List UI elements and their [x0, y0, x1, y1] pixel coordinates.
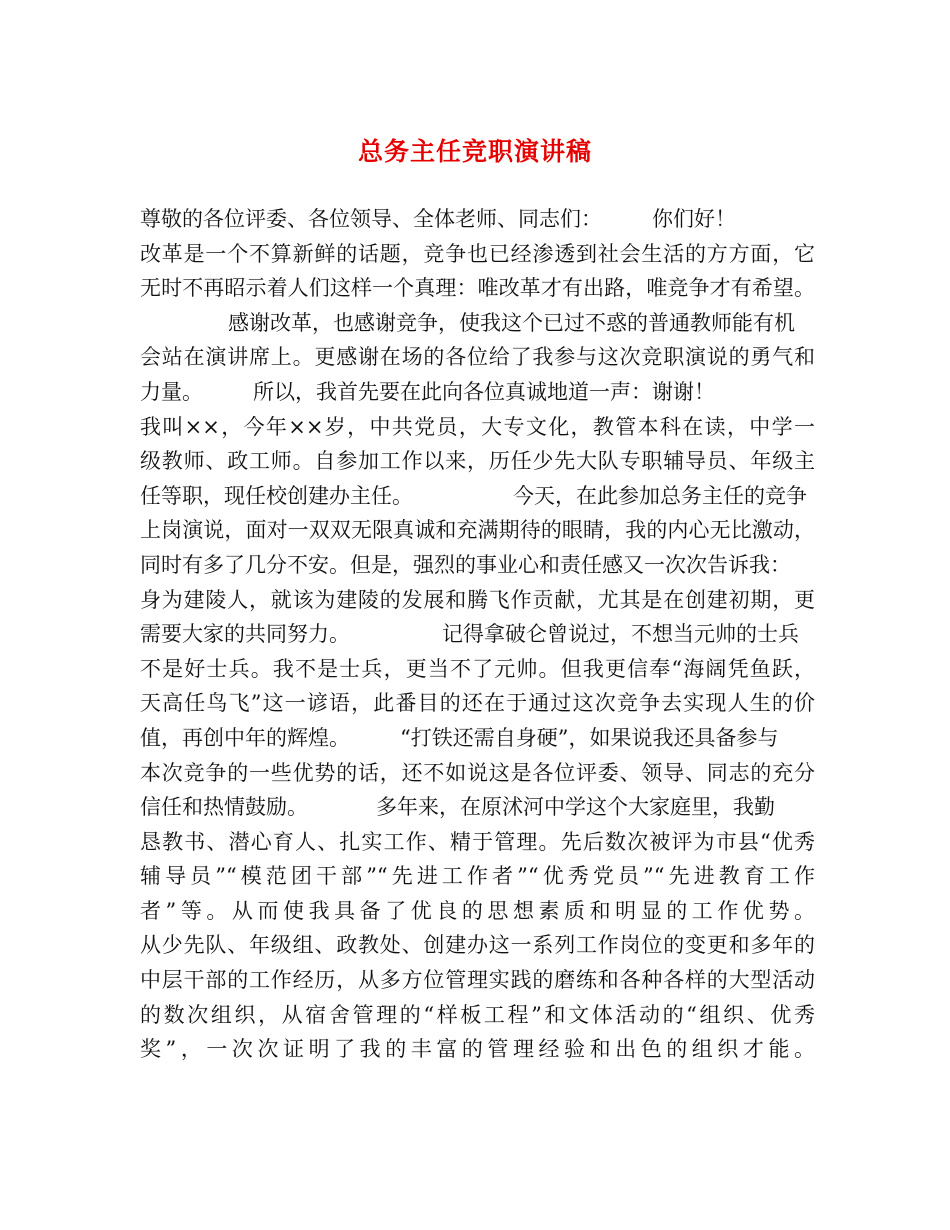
- text-line-7: 我叫××，今年××岁，中共党员，大专文化，教管本科在读，中学一: [140, 414, 815, 439]
- text-segment: 任等职，现任校创建办主任。: [140, 483, 413, 508]
- document-title: 总务主任竞职演讲稿: [357, 137, 592, 166]
- document-body: [140, 202, 815, 1067]
- text-segment: 感谢改革，也感谢竞争，使我这个已过不惑的普通教师能有机: [228, 310, 795, 335]
- text-line-16: [140, 721, 815, 756]
- text-segment: 值，再创中年的辉煌。: [140, 725, 350, 750]
- text-line-13: [140, 617, 815, 652]
- text-segment: 记得拿破仑曾说过，不想当元帅的士兵: [442, 622, 799, 647]
- text-line-22: 从少先队、年级组、政教处、创建办这一系列工作岗位的变更和多年的: [140, 933, 815, 958]
- text-segment: 所以，我首先要在此向各位真诚地道一声：谢谢！: [253, 379, 715, 404]
- text-line-19: 恳教书、潜心育人、扎实工作、精于管理。先后数次被评为市县“优秀: [140, 829, 815, 854]
- text-line-17: 本次竞争的一些优势的话，还不如说这是各位评委、领导、同志的充分: [140, 760, 815, 785]
- text-segment: 多年来，在原沭河中学这个大家庭里，我勤: [376, 795, 775, 820]
- text-segment: “打铁还需自身硬”，如果说我还具备参与: [400, 725, 779, 750]
- text-line-6: [140, 375, 815, 410]
- text-segment: 信任和热情鼓励。: [140, 795, 308, 820]
- text-segment: 尊敬的各位评委、各位领导、全体老师、同志们：: [140, 207, 602, 231]
- text-line-8: 级教师、政工师。自参加工作以来，历任少先大队专职辅导员、年级主: [140, 449, 815, 474]
- text-line-4: [140, 306, 815, 341]
- text-line-3: 无时不再昭示着人们这样一个真理：唯改革才有出路，唯竞争才有希望。: [140, 276, 815, 301]
- text-segment: 今天，在此参加总务主任的竞争: [513, 483, 807, 508]
- text-segment: 需要大家的共同努力。: [140, 622, 350, 647]
- text-line-25: 奖”，一次次证明了我的丰富的管理经验和出色的组织才能。: [140, 1037, 815, 1062]
- text-segment: 你们好！: [652, 207, 736, 231]
- text-line-12: 身为建陵人，就该为建陵的发展和腾飞作贡献，尤其是在创建初期，更: [140, 587, 815, 612]
- text-line-9: [140, 479, 815, 514]
- text-line-11: 同时有多了几分不安。但是，强烈的事业心和责任感又一次次告诉我：: [140, 552, 791, 577]
- text-line-14: 不是好士兵。我不是士兵，更当不了元帅。但我更信奉“海阔凭鱼跃，: [140, 656, 815, 681]
- text-line-15: 天高任鸟飞”这一谚语，此番目的还在于通过这次竞争去实现人生的价: [140, 691, 815, 716]
- text-line-2: 改革是一个不算新鲜的话题，竞争也已经渗透到社会生活的方方面，它: [140, 241, 815, 266]
- text-line-23: 中层干部的工作经历，从多方位管理实践的磨练和各种各样的大型活动: [140, 968, 815, 993]
- text-line-18: [140, 790, 815, 825]
- text-line-1: [140, 202, 815, 237]
- text-line-24: 的数次组织，从宿舍管理的“样板工程”和文体活动的“组织、优秀: [140, 1002, 815, 1027]
- text-line-20: 辅导员”“模范团干部”“先进工作者”“优秀党员”“先进教育工作: [140, 864, 815, 889]
- text-line-10: 上岗演说，面对一双双无限真诚和充满期待的眼睛，我的内心无比激动，: [140, 518, 815, 543]
- text-line-21: 者”等。从而使我具备了优良的思想素质和明显的工作优势。: [140, 898, 815, 923]
- text-line-5: 会站在演讲席上。更感谢在场的各位给了我参与这次竞职演说的勇气和: [140, 345, 815, 370]
- text-segment: 力量。: [140, 379, 203, 404]
